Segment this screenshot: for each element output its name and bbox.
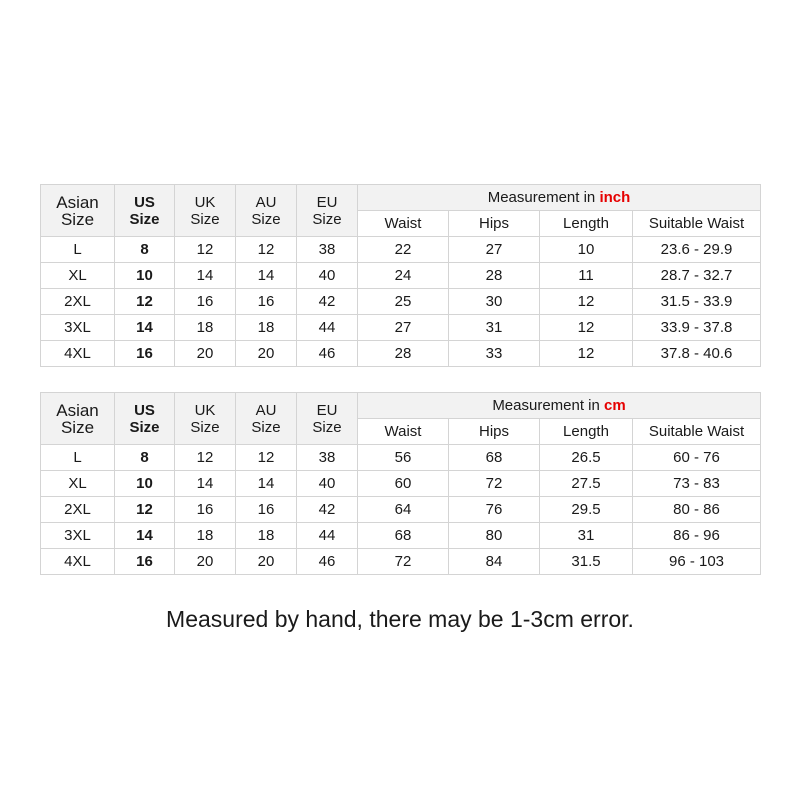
cell-uk-size: 14: [175, 471, 236, 497]
header-suitable-waist: Suitable Waist: [633, 211, 761, 237]
cell-asian-size: 2XL: [41, 289, 115, 315]
cell-eu-size: 40: [297, 263, 358, 289]
cell-us-size: 10: [115, 471, 175, 497]
measurement-title: Measurement in inch: [358, 185, 761, 211]
cell-asian-size: L: [41, 237, 115, 263]
cell-length: 12: [540, 315, 633, 341]
cell-eu-size: 40: [297, 471, 358, 497]
cell-asian-size: 3XL: [41, 523, 115, 549]
cell-waist: 68: [358, 523, 449, 549]
header-suitable-waist: Suitable Waist: [633, 419, 761, 445]
cell-au-size: 16: [236, 497, 297, 523]
cell-au-size: 18: [236, 315, 297, 341]
table-row: [41, 523, 761, 549]
cell-hips: 27: [449, 237, 540, 263]
cell-uk-size: 14: [175, 263, 236, 289]
cell-asian-size: 4XL: [41, 341, 115, 367]
cell-us-size: 14: [115, 523, 175, 549]
table-row: [41, 549, 761, 575]
cell-waist: 72: [358, 549, 449, 575]
measurement-note: Measured by hand, there may be 1-3cm error.: [166, 606, 634, 632]
cell-us-size: 8: [115, 237, 175, 263]
cell-au-size: 14: [236, 471, 297, 497]
cell-au-size: 20: [236, 549, 297, 575]
header-eu-size: EU Size: [297, 393, 358, 445]
cell-suitable-waist: 28.7 - 32.7: [633, 263, 761, 289]
table-row: [41, 341, 761, 367]
header-us-size: US Size: [115, 393, 175, 445]
header-waist: Waist: [358, 211, 449, 237]
cell-waist: 24: [358, 263, 449, 289]
cell-suitable-waist: 73 - 83: [633, 471, 761, 497]
header-hips: Hips: [449, 211, 540, 237]
cell-eu-size: 38: [297, 445, 358, 471]
cell-asian-size: 2XL: [41, 497, 115, 523]
size-table-cm: [40, 392, 761, 575]
cell-waist: 60: [358, 471, 449, 497]
header-length: Length: [540, 419, 633, 445]
cell-length: 26.5: [540, 445, 633, 471]
cell-us-size: 16: [115, 549, 175, 575]
cell-suitable-waist: 80 - 86: [633, 497, 761, 523]
unit-label: inch: [599, 189, 631, 206]
header-uk-size: UK Size: [175, 393, 236, 445]
cell-hips: 30: [449, 289, 540, 315]
cell-eu-size: 38: [297, 237, 358, 263]
cell-suitable-waist: 23.6 - 29.9: [633, 237, 761, 263]
cell-asian-size: 4XL: [41, 549, 115, 575]
cell-length: 12: [540, 289, 633, 315]
cell-hips: 33: [449, 341, 540, 367]
cell-eu-size: 46: [297, 341, 358, 367]
header-asian-size: Asian Size: [41, 185, 115, 237]
cell-uk-size: 18: [175, 523, 236, 549]
cell-length: 27.5: [540, 471, 633, 497]
cell-eu-size: 42: [297, 497, 358, 523]
header-au-size: AU Size: [236, 185, 297, 237]
cell-uk-size: 18: [175, 315, 236, 341]
cell-eu-size: 44: [297, 315, 358, 341]
header-asian-size: Asian Size: [41, 393, 115, 445]
cell-hips: 68: [449, 445, 540, 471]
cell-suitable-waist: 37.8 - 40.6: [633, 341, 761, 367]
header-eu-size: EU Size: [297, 185, 358, 237]
cell-suitable-waist: 31.5 - 33.9: [633, 289, 761, 315]
cell-eu-size: 44: [297, 523, 358, 549]
cell-suitable-waist: 86 - 96: [633, 523, 761, 549]
cell-hips: 72: [449, 471, 540, 497]
cell-hips: 76: [449, 497, 540, 523]
cell-length: 12: [540, 341, 633, 367]
cell-us-size: 12: [115, 497, 175, 523]
cell-us-size: 10: [115, 263, 175, 289]
cell-waist: 25: [358, 289, 449, 315]
cell-waist: 27: [358, 315, 449, 341]
table-row: [41, 497, 761, 523]
cell-suitable-waist: 96 - 103: [633, 549, 761, 575]
cell-hips: 28: [449, 263, 540, 289]
header-au-size: AU Size: [236, 393, 297, 445]
cell-length: 11: [540, 263, 633, 289]
cell-waist: 28: [358, 341, 449, 367]
cell-length: 29.5: [540, 497, 633, 523]
table-row: [41, 263, 761, 289]
cell-us-size: 12: [115, 289, 175, 315]
cell-uk-size: 20: [175, 549, 236, 575]
cell-hips: 31: [449, 315, 540, 341]
cell-au-size: 16: [236, 289, 297, 315]
cell-length: 31: [540, 523, 633, 549]
cell-uk-size: 12: [175, 445, 236, 471]
cell-asian-size: XL: [41, 263, 115, 289]
cell-au-size: 18: [236, 523, 297, 549]
table-row: [41, 471, 761, 497]
table-row: [41, 315, 761, 341]
cell-uk-size: 16: [175, 497, 236, 523]
measurement-title: Measurement in cm: [358, 393, 761, 419]
cell-waist: 56: [358, 445, 449, 471]
cell-asian-size: 3XL: [41, 315, 115, 341]
cell-us-size: 8: [115, 445, 175, 471]
cell-asian-size: XL: [41, 471, 115, 497]
header-length: Length: [540, 211, 633, 237]
header-uk-size: UK Size: [175, 185, 236, 237]
cell-waist: 22: [358, 237, 449, 263]
cell-length: 31.5: [540, 549, 633, 575]
header-hips: Hips: [449, 419, 540, 445]
cell-hips: 84: [449, 549, 540, 575]
cell-au-size: 14: [236, 263, 297, 289]
cell-waist: 64: [358, 497, 449, 523]
table-row: [41, 237, 761, 263]
header-us-size: US Size: [115, 185, 175, 237]
cell-eu-size: 42: [297, 289, 358, 315]
cell-hips: 80: [449, 523, 540, 549]
cell-au-size: 20: [236, 341, 297, 367]
cell-au-size: 12: [236, 237, 297, 263]
cell-us-size: 16: [115, 341, 175, 367]
cell-uk-size: 12: [175, 237, 236, 263]
cell-uk-size: 16: [175, 289, 236, 315]
cell-au-size: 12: [236, 445, 297, 471]
cell-suitable-waist: 33.9 - 37.8: [633, 315, 761, 341]
header-waist: Waist: [358, 419, 449, 445]
cell-eu-size: 46: [297, 549, 358, 575]
size-table-inch: [40, 184, 761, 367]
cell-us-size: 14: [115, 315, 175, 341]
unit-label: cm: [604, 397, 626, 414]
cell-length: 10: [540, 237, 633, 263]
cell-asian-size: L: [41, 445, 115, 471]
cell-suitable-waist: 60 - 76: [633, 445, 761, 471]
table-row: [41, 289, 761, 315]
table-row: [41, 445, 761, 471]
cell-uk-size: 20: [175, 341, 236, 367]
